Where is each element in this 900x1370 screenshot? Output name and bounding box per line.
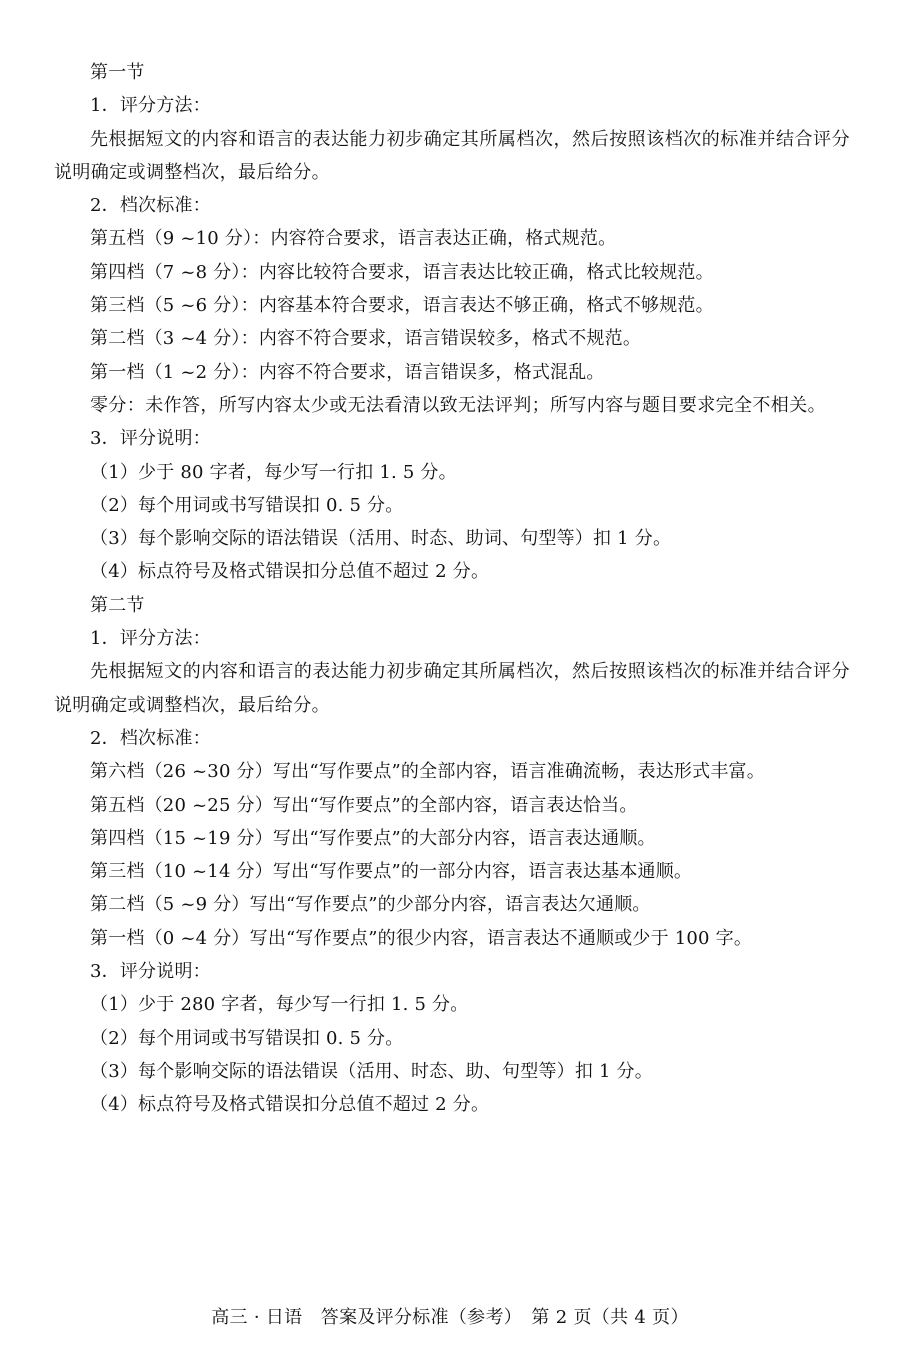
section-1-criterion: 第五档（9 ~10 分）：内容符合要求，语言表达正确，格式规范。 — [90, 228, 617, 250]
section-2-criterion: 第四档（15 ~19 分）写出“写作要点”的大部分内容，语言表达通顺。 — [90, 827, 656, 849]
section-1-criterion: 第二档（3 ~4 分）：内容不符合要求，语言错误较多，格式不规范。 — [90, 328, 642, 350]
section-2-method-text: 先根据短文的内容和语言的表达能力初步确定其所属档次，然后按照该档次的标准并结合评分说明确定或调整档次，最后给分。 — [54, 661, 850, 716]
section-2-criterion: 第一档（0 ~4 分）写出“写作要点”的很少内容，语言表达不通顺或少于 100 字。 — [90, 927, 753, 949]
section-1-criterion: 第一档（1 ~2 分）：内容不符合要求，语言错误多，格式混乱。 — [90, 361, 605, 383]
section-1-method-heading: 1．评分方法： — [90, 95, 211, 117]
section-2-criterion: 第三档（10 ~14 分）写出“写作要点”的一部分内容，语言表达基本通顺。 — [90, 861, 693, 883]
section-2-note: （3）每个影响交际的语法错误（活用、时态、助、句型等）扣 1 分。 — [90, 1060, 653, 1082]
section-2-criterion: 第五档（20 ~25 分）写出“写作要点”的全部内容，语言表达恰当。 — [90, 794, 638, 816]
section-1-zero-score: 零分：未作答，所写内容太少或无法看清以致无法评判；所写内容与题目要求完全不相关。 — [90, 394, 826, 416]
document-body — [54, 56, 850, 1122]
section-1-note: （3）每个影响交际的语法错误（活用、时态、助词、句型等）扣 1 分。 — [90, 528, 672, 550]
section-2-title: 第二节 — [90, 594, 145, 616]
section-1-title: 第一节 — [90, 62, 145, 83]
section-1-notes-heading: 3．评分说明： — [90, 428, 211, 450]
section-2-note: （2）每个用词或书写错误扣 0. 5 分。 — [90, 1027, 404, 1049]
section-2-method-heading: 1．评分方法： — [90, 628, 211, 650]
section-1-note: （1）少于 80 字者，每少写一行扣 1. 5 分。 — [90, 461, 457, 483]
section-1-method-text: 先根据短文的内容和语言的表达能力初步确定其所属档次，然后按照该档次的标准并结合评分说明确定或调整档次，最后给分。 — [54, 128, 850, 183]
section-2-notes-heading: 3．评分说明： — [90, 961, 211, 983]
section-1-criterion: 第三档（5 ~6 分）：内容基本符合要求，语言表达不够正确，格式不够规范。 — [90, 295, 714, 317]
page-footer: 高三 · 日语 答案及评分标准（参考） 第 2 页（共 4 页） — [211, 1307, 689, 1328]
section-2-criteria-heading: 2．档次标准： — [90, 727, 211, 749]
section-1-criteria-heading: 2．档次标准： — [90, 195, 211, 217]
section-2-criterion: 第六档（26 ~30 分）写出“写作要点”的全部内容，语言准确流畅，表达形式丰富。 — [90, 761, 765, 783]
section-1-note: （4）标点符号及格式错误扣分总值不超过 2 分。 — [90, 561, 490, 583]
section-1-note: （2）每个用词或书写错误扣 0. 5 分。 — [90, 494, 404, 516]
section-2-note: （4）标点符号及格式错误扣分总值不超过 2 分。 — [90, 1094, 490, 1116]
section-2-criterion: 第二档（5 ~9 分）写出“写作要点”的少部分内容，语言表达欠通顺。 — [90, 894, 651, 916]
section-1-criterion: 第四档（7 ~8 分）：内容比较符合要求，语言表达比较正确，格式比较规范。 — [90, 261, 714, 283]
section-2-note: （1）少于 280 字者，每少写一行扣 1. 5 分。 — [90, 994, 469, 1016]
